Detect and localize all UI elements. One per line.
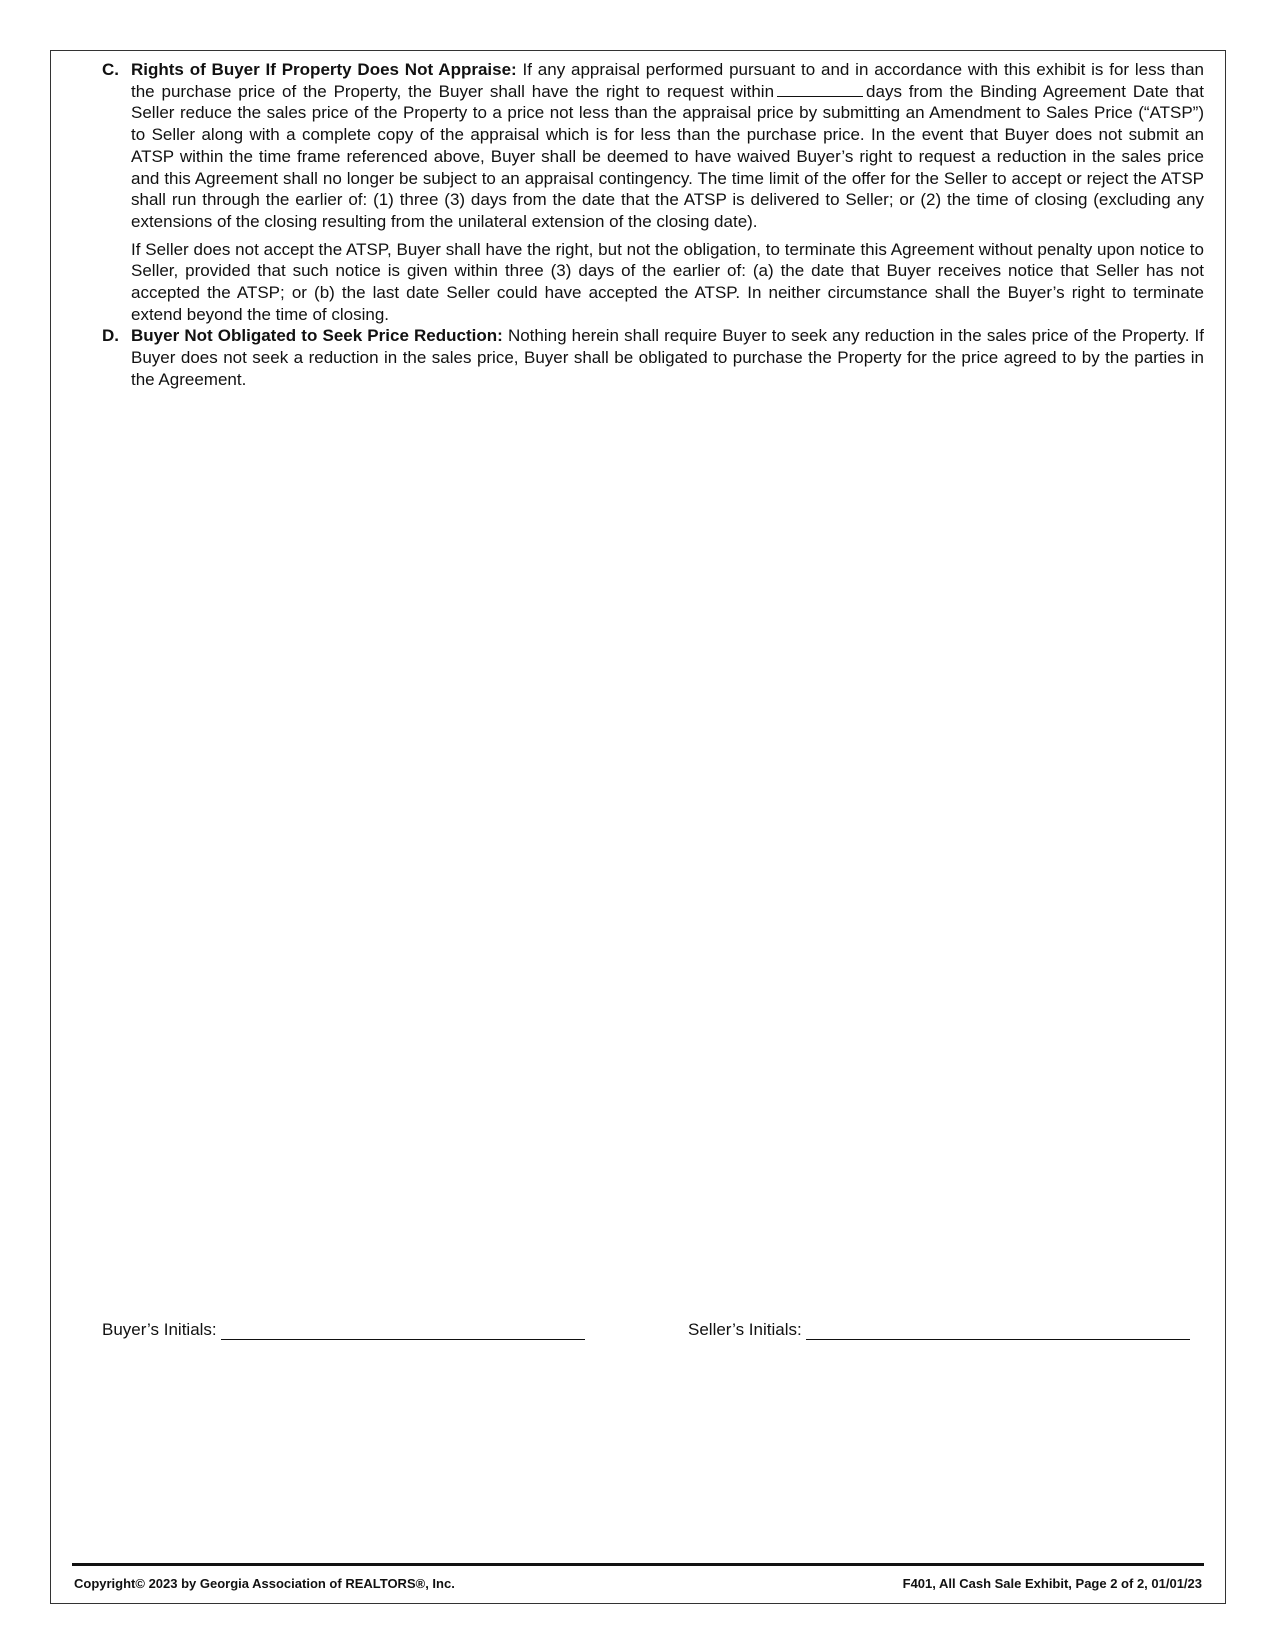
section-c xyxy=(102,59,1204,325)
footer-copyright: Copyright© 2023 by Georgia Association of REALTORS®, Inc. xyxy=(74,1576,455,1591)
seller-initials xyxy=(688,1320,1190,1340)
exhibit-body xyxy=(102,59,1204,391)
section-c-heading: Rights of Buyer If Property Does Not Appraise: xyxy=(131,60,517,79)
section-c-paragraph-2: If Seller does not accept the ATSP, Buyer shall have the right, but not the obligation, to terminate this Agreement without penalty upon notice to Seller, provided that such notice is given within three (3) days of the earlier of: (a) the date that Buyer receives notice that Seller has not accepted the ATSP; or (b) the last date Seller could have accepted the ATSP. In neither circumstance shall the Buyer’s right to terminate extend beyond the time of closing. xyxy=(131,239,1204,324)
section-c-paragraph-1 xyxy=(131,59,1204,233)
section-c-text-before-blank: If any appraisal performed pursuant to and in accordance with this exhibit is for less than the purchase price of the Property, the Buyer shall have the right to request within xyxy=(131,60,1204,101)
section-c-letter: C. xyxy=(102,60,119,79)
buyer-initials-field[interactable] xyxy=(221,1321,585,1340)
section-c-text-after-blank: days from the Binding Agreement Date that Seller reduce the sales price of the Property to a price not less than the appraisal price by submitting an Amendment to Sales Price (“ATSP”) to Seller along with a complete copy of the appraisal which is for less than the purchase price. In the event that Buyer does not submit an ATSP within the time frame referenced above, Buyer shall be deemed to have waived Buyer’s right to request a reduction in the sales price and this Agreement shall no longer be subject to an appraisal contingency. The time limit of the offer for the Seller to accept or reject the ATSP shall run through the earlier of: (1) three (3) days from the date that the ATSP is delivered to Seller; or (2) the time of closing (excluding any extensions of the closing resulting from the unilateral extension of the closing date). xyxy=(131,81,1204,231)
footer-form-id: F401, All Cash Sale Exhibit, Page 2 of 2, 01/01/23 xyxy=(902,1576,1202,1591)
footer-divider xyxy=(72,1563,1204,1566)
section-d-heading: Buyer Not Obligated to Seek Price Reduction: xyxy=(131,326,503,346)
initials-row xyxy=(102,1320,1204,1344)
days-blank-field[interactable] xyxy=(777,82,863,97)
section-d xyxy=(102,325,1204,390)
section-d-letter: D. xyxy=(102,326,119,346)
buyer-initials-label: Buyer’s Initials: xyxy=(102,1320,217,1339)
section-d-paragraph xyxy=(131,325,1204,390)
section-d-text: Nothing herein shall require Buyer to seek any reduction in the sales price of the Property. If Buyer does not seek a reduction in the sales price, Buyer shall be obligated to purchase the Property for the price agreed to by the parties in the Agreement. xyxy=(131,326,1205,389)
seller-initials-field[interactable] xyxy=(806,1321,1190,1340)
seller-initials-label: Seller’s Initials: xyxy=(688,1320,802,1339)
buyer-initials xyxy=(102,1320,585,1340)
